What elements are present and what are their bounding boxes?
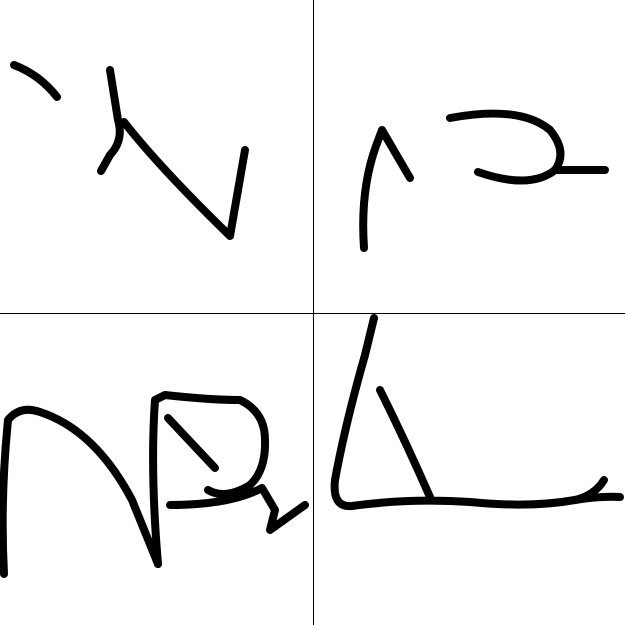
sketch-stroke: [124, 122, 245, 236]
sketch-stroke: [363, 130, 410, 248]
sketch-stroke: [170, 488, 305, 530]
sketch-stroke: [3, 410, 158, 574]
sketch-stroke: [168, 418, 215, 468]
panel-top-right: [363, 114, 605, 248]
panel-top-left: [14, 65, 245, 236]
panel-bottom-left: [3, 395, 305, 574]
sketch-stroke: [14, 65, 57, 97]
sketch-stroke: [101, 70, 120, 171]
panel-bottom-right: [335, 318, 620, 506]
sketch-stroke: [450, 114, 560, 181]
sketch-stroke: [380, 390, 430, 497]
sketch-stroke: [575, 497, 620, 500]
sketch-stroke: [335, 318, 604, 506]
